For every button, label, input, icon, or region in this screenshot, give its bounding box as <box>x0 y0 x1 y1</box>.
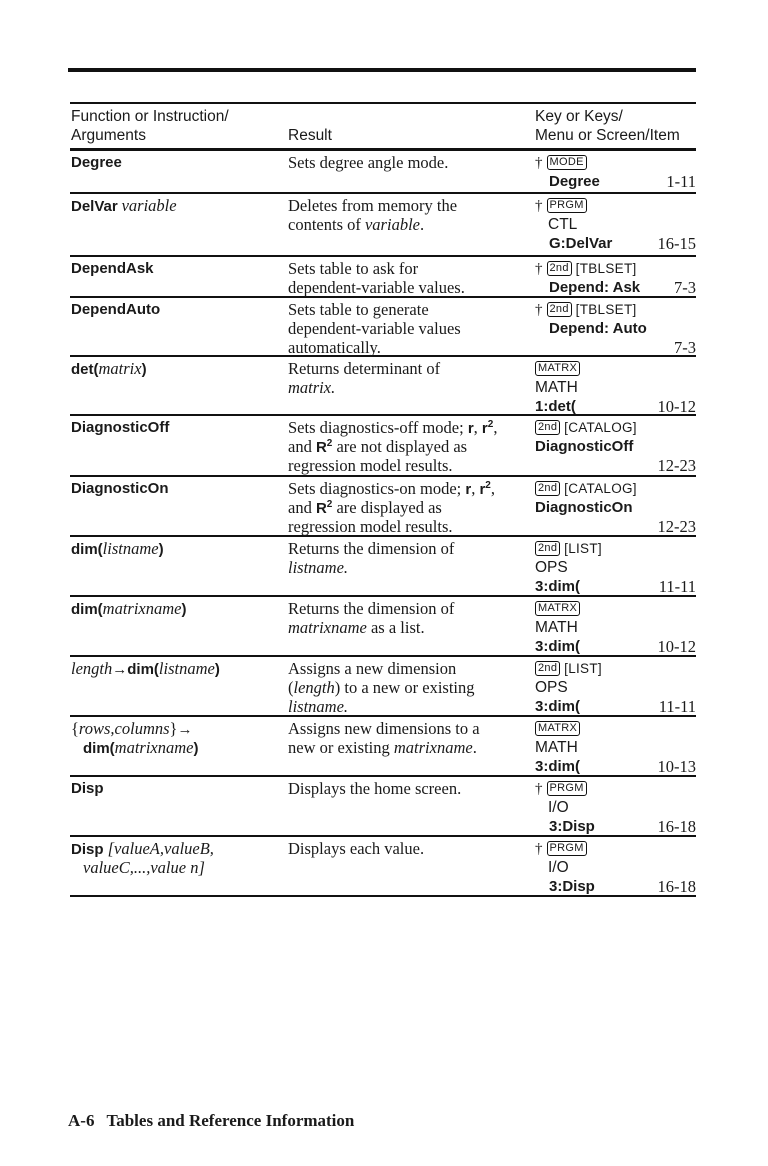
bracket-function: [CATALOG] <box>564 420 637 435</box>
table-row <box>70 597 696 657</box>
instruction-arg: listname <box>102 539 159 558</box>
result-text: regression model results. <box>288 456 453 475</box>
table-row <box>70 194 696 257</box>
instruction-name: Disp <box>71 841 104 858</box>
result-text: ( <box>288 678 294 697</box>
menu-name: OPS <box>535 679 568 696</box>
result-text: automatically. <box>288 338 381 357</box>
instruction-close: ) <box>158 541 164 558</box>
page-ref: 16-15 <box>657 234 696 253</box>
instruction-name: DiagnosticOn <box>71 480 169 497</box>
table-row <box>70 537 696 597</box>
instruction-name: DelVar <box>71 198 118 215</box>
dagger-icon: † <box>535 261 543 277</box>
table-row <box>70 837 696 897</box>
result-text: Returns determinant of <box>288 359 441 378</box>
menu-item: 3:dim( <box>535 638 580 655</box>
table-row <box>70 257 696 298</box>
header-result: Result <box>288 127 332 144</box>
result-text: Assigns new dimensions to a <box>288 719 480 738</box>
table-row: DiagnosticOff Sets diagnostics-off mode; r, $r^2$, and $R^2$ are not displayed as regression model results. 2nd [CATALOG] DiagnosticOff 12-23 <box>71 418 696 475</box>
result-text-italic: matrixname <box>393 738 473 757</box>
prgm-key-icon: PRGM <box>547 198 587 213</box>
bracket-function: [LIST] <box>564 661 602 676</box>
table-row <box>70 151 696 194</box>
instruction-arg: matrixname <box>102 599 182 618</box>
result-text: Assigns a new dimension <box>288 659 457 678</box>
page-ref: 10-12 <box>657 397 696 416</box>
result-text: as a list. <box>366 618 425 637</box>
instruction-name: det( <box>71 361 99 378</box>
second-key-icon: 2nd <box>535 420 560 435</box>
instruction-pre-arg: length <box>71 659 113 678</box>
header-function-line2: Arguments <box>71 127 146 144</box>
menu-name: I/O <box>548 799 569 816</box>
bracket-function: [CATALOG] <box>564 481 637 496</box>
menu-item: 3:Disp <box>549 878 595 895</box>
page-ref: 12-23 <box>657 517 696 536</box>
instruction-arg: listname <box>158 659 215 678</box>
instruction-arg: matrixname <box>114 738 194 757</box>
instruction-name: dim( <box>127 661 159 678</box>
superscript: 2 <box>485 480 491 491</box>
footer-title: Tables and Reference Information <box>106 1111 355 1130</box>
result-text: and <box>288 437 316 456</box>
second-key-icon: 2nd <box>547 261 572 276</box>
result-text: Deletes from memory the <box>288 196 458 215</box>
menu-item: 3:dim( <box>535 578 580 595</box>
header-keys-line1: Key or Keys/ <box>535 108 623 125</box>
instruction-close: ) <box>141 361 147 378</box>
page-ref: 7-3 <box>674 338 696 357</box>
result-text-italic: listname. <box>288 697 349 716</box>
menu-name: OPS <box>535 559 568 576</box>
menu-item: Depend: Ask <box>549 279 641 296</box>
result-symbol-r: r <box>465 481 472 498</box>
menu-item: Depend: Auto <box>549 320 647 337</box>
menu-name: MATH <box>535 739 578 756</box>
header-keys-line2: Menu or Screen/Item <box>535 127 680 144</box>
result-text: Displays the home screen. <box>288 779 462 798</box>
result-text: dependent-variable values. <box>288 278 465 297</box>
instruction-args: rows,columns <box>78 719 170 738</box>
instruction-name: Disp <box>71 780 104 797</box>
menu-item: DiagnosticOff <box>535 438 634 455</box>
result-text: Sets degree angle mode. <box>288 153 449 172</box>
superscript: 2 <box>326 438 333 449</box>
menu-item: 3:Disp <box>549 818 595 835</box>
menu-item: 1:det( <box>535 398 576 415</box>
instruction-name: dim( <box>71 601 103 618</box>
result-text: Sets diagnostics-off mode; <box>288 418 468 437</box>
instruction-name: DependAuto <box>71 301 161 318</box>
bracket-function: [TBLSET] <box>575 302 637 317</box>
instruction-name: dim( <box>83 740 115 757</box>
instruction-close: ) <box>181 601 187 618</box>
instruction-close: ) <box>193 740 199 757</box>
header-function-line1: Function or Instruction/ <box>71 108 229 125</box>
bracket-function: [TBLSET] <box>575 261 637 276</box>
table-row: DiagnosticOn Sets diagnostics-on mode; r, $r^2$, and $R^2$ are displayed as regression model results. 2nd [CATALOG] DiagnosticOn 12-23 <box>71 479 696 536</box>
result-text: Returns the dimension of <box>288 539 455 558</box>
prgm-key-icon: PRGM <box>547 781 587 796</box>
dagger-icon: † <box>535 155 543 171</box>
superscript: 2 <box>487 419 494 430</box>
result-symbol-R2: R <box>315 500 327 517</box>
menu-name: MATH <box>535 379 578 396</box>
result-symbol-r2: r <box>481 420 488 437</box>
table-row <box>70 657 696 717</box>
instruction-arg: matrix <box>98 359 142 378</box>
result-text: . <box>419 215 425 234</box>
reference-table <box>70 102 696 897</box>
instruction-name: DependAsk <box>71 260 154 277</box>
result-text: . <box>472 738 477 757</box>
page-ref: 12-23 <box>657 456 696 475</box>
result-text: new or existing <box>288 738 394 757</box>
page-ref: 1-11 <box>666 172 696 191</box>
result-text-italic: length <box>293 678 335 697</box>
instruction-close: ) <box>214 661 220 678</box>
table-header <box>70 102 696 151</box>
table-row <box>70 298 696 357</box>
result-symbol-r2: r <box>479 481 486 498</box>
dagger-icon: † <box>535 841 543 857</box>
table-row <box>70 357 696 416</box>
top-rule <box>68 68 696 72</box>
page-footer <box>68 1111 354 1131</box>
superscript: 2 <box>326 499 333 510</box>
prgm-key-icon: PRGM <box>547 841 587 856</box>
page-ref: 16-18 <box>657 817 696 836</box>
table-row <box>70 777 696 837</box>
page-ref: 7-3 <box>674 278 696 297</box>
result-symbol-R2: R <box>315 439 327 456</box>
result-text-italic: matrixname <box>288 618 367 637</box>
result-text: regression model results. <box>288 517 453 536</box>
menu-item: 3:dim( <box>535 758 580 775</box>
instruction-arg: [valueA,valueB, <box>103 839 214 858</box>
dagger-icon: † <box>535 198 543 214</box>
instruction-name: DiagnosticOff <box>71 419 170 436</box>
footer-section: A-6 <box>68 1111 95 1130</box>
instruction-name: dim( <box>71 541 103 558</box>
menu-item: G:DelVar <box>549 235 613 252</box>
result-text: Returns the dimension of <box>288 599 455 618</box>
result-text: are displayed as <box>332 498 442 517</box>
result-symbol-r: r <box>467 420 474 437</box>
result-text-italic: matrix. <box>288 378 336 397</box>
menu-name: MATH <box>535 619 578 636</box>
result-text: Sets table to ask for <box>288 259 419 278</box>
header-keys <box>535 107 680 145</box>
store-arrow-icon: → <box>112 661 128 678</box>
second-key-icon: 2nd <box>535 661 560 676</box>
dagger-icon: † <box>535 302 543 318</box>
menu-item: Degree <box>549 173 600 190</box>
result-text: Displays each value. <box>288 839 425 858</box>
menu-name: I/O <box>548 859 569 876</box>
instruction-arg: variable <box>121 196 177 215</box>
result-text: and <box>288 498 316 517</box>
dagger-icon: † <box>535 781 543 797</box>
matrx-key-icon: MATRX <box>535 601 580 616</box>
table-row <box>70 717 696 777</box>
mode-key-icon: MODE <box>547 155 587 170</box>
menu-name: CTL <box>548 216 578 233</box>
store-arrow-icon: → <box>177 721 193 738</box>
menu-item: 3:dim( <box>535 698 580 715</box>
page-ref: 10-12 <box>657 637 696 656</box>
matrx-key-icon: MATRX <box>535 361 580 376</box>
page-ref: 11-11 <box>658 697 696 716</box>
instruction-name: Degree <box>71 154 122 171</box>
result-text: ) to a new or existing <box>334 678 475 697</box>
page-ref: 10-13 <box>657 757 696 776</box>
page-ref: 16-18 <box>657 877 696 896</box>
result-text: contents of <box>288 215 365 234</box>
menu-item: DiagnosticOn <box>535 499 633 516</box>
second-key-icon: 2nd <box>535 541 560 556</box>
brace-close: } <box>169 719 178 738</box>
result-text: dependent-variable values <box>288 319 461 338</box>
page-ref: 11-11 <box>658 577 696 596</box>
result-text-italic: listname. <box>288 558 349 577</box>
brace-open: { <box>71 719 79 738</box>
result-text: Sets table to generate <box>288 300 429 319</box>
result-text: are not displayed as <box>332 437 468 456</box>
second-key-icon: 2nd <box>535 481 560 496</box>
header-function <box>71 107 229 145</box>
bracket-function: [LIST] <box>564 541 602 556</box>
result-text: Sets diagnostics-on mode; <box>288 479 466 498</box>
result-text-italic: variable <box>364 215 420 234</box>
instruction-arg: valueC,...,value n] <box>83 858 205 877</box>
second-key-icon: 2nd <box>547 302 572 317</box>
matrx-key-icon: MATRX <box>535 721 580 736</box>
